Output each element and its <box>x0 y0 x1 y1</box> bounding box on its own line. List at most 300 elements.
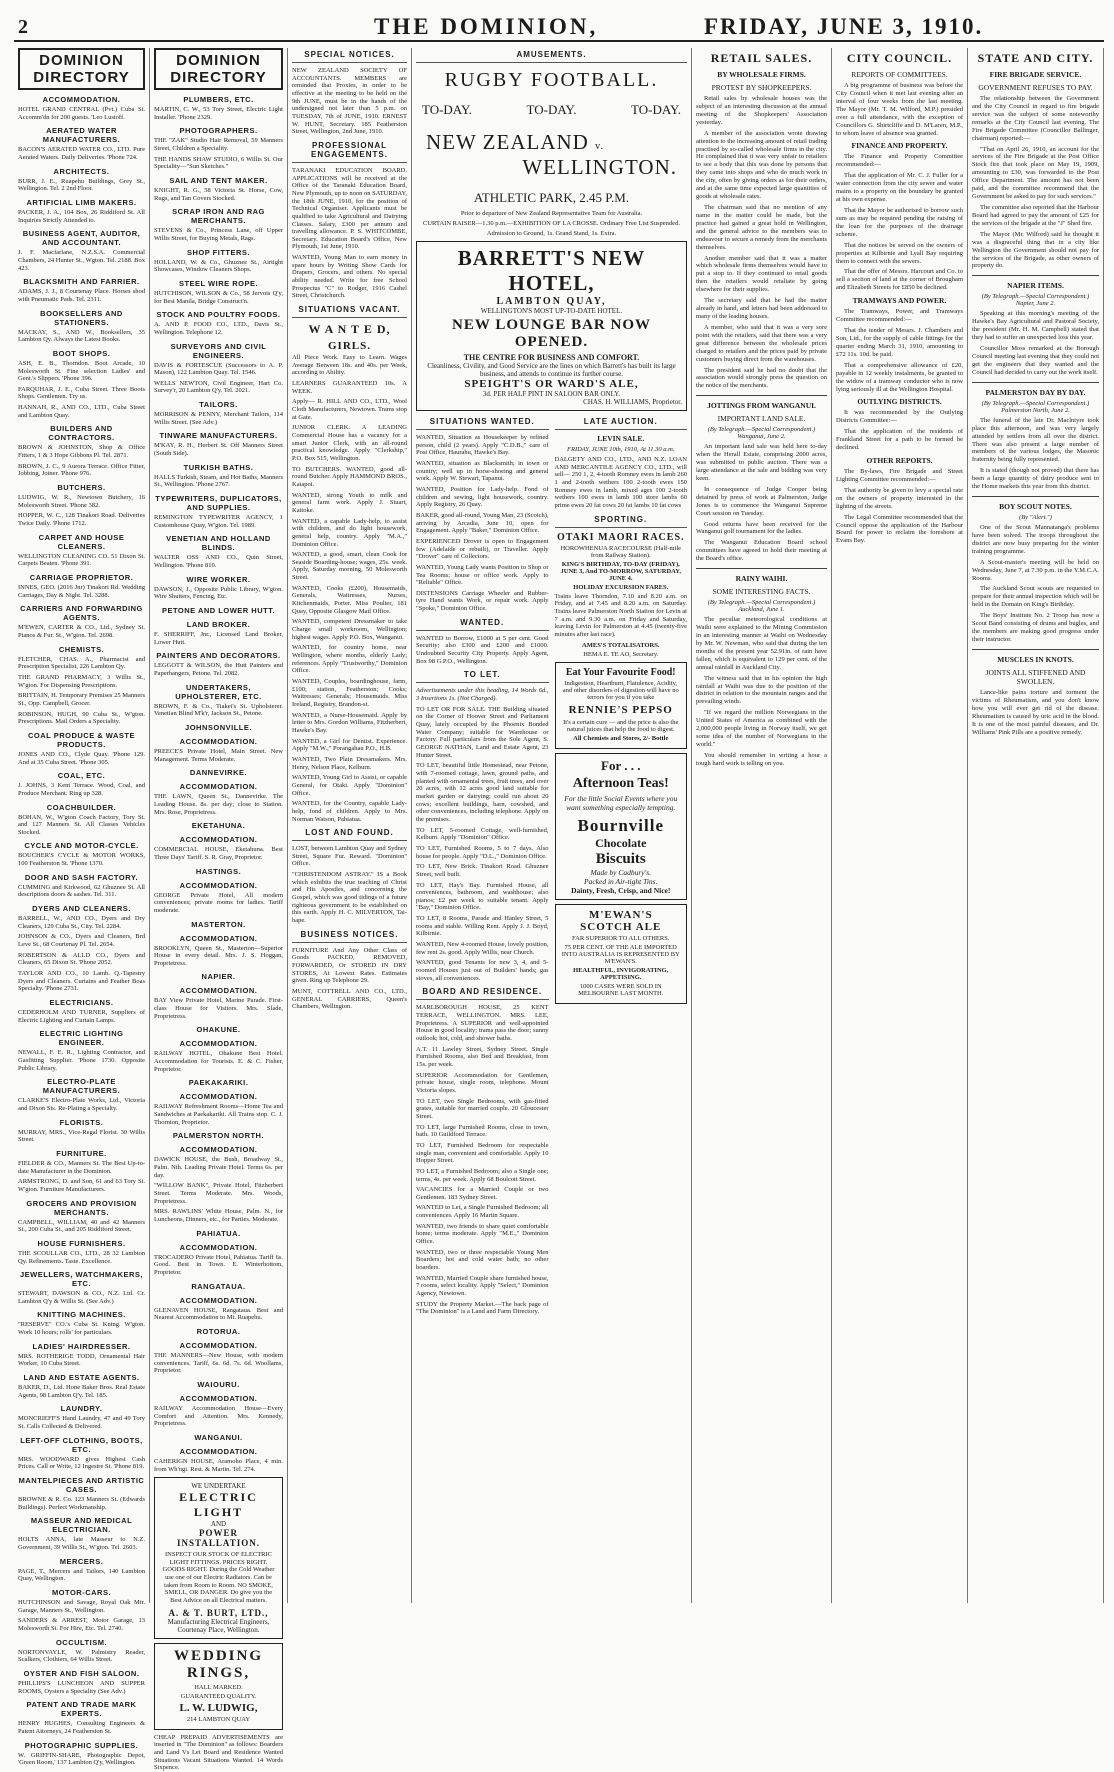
directory-category: HOUSE FURNISHERS. <box>37 1238 126 1248</box>
wanganui-sub: IMPORTANT LAND SALE. <box>717 414 806 424</box>
directory-category: FURNITURE. <box>56 1148 107 1158</box>
article-paragraph: That the application of the residents of Frankland Street for a path to be formed be declined. <box>836 428 963 452</box>
directory-category: BOOT SHOPS. <box>52 348 111 358</box>
rennies-pepso-advert <box>555 662 688 749</box>
amusements-left-subcolumn <box>416 415 549 1319</box>
directory-category: RANGATAUA. <box>191 1281 246 1291</box>
directory-entry: MRS. ROTHERIGE TODD, Ornamental Hair Worker, 10 Cuba Street. <box>18 1352 145 1368</box>
directory-entry: MARTIN, C. W., 53 Tory Street, Electric Light Installer. 'Phone 2329. <box>154 106 283 121</box>
directory-category: WIRE WORKER. <box>186 574 251 584</box>
lower-amusements <box>416 415 687 1319</box>
directory-entry: BARRELL, W., AND CO., Dyers and Dry Cleaners, 129 Cuba St., City. Tel. 2284. <box>18 915 145 930</box>
directory-category: ACCOMMODATION. <box>179 1145 258 1155</box>
board-item: WANTED, two friends to share quiet comfortable home; terms moderate. Apply "M.E.," Dominion Office. <box>416 1222 549 1246</box>
wedding-title: WEDDING RINGS, <box>173 1647 263 1681</box>
barretts-hotel-advert <box>416 241 687 411</box>
hotel-location: LAMBTON QUAY, <box>496 296 607 307</box>
lost-found-item: "CHRISTENDOM ASTRAY." IS a Book which exhibits the true teaching of Christ and His Apostles, and concerning the Gospel, which was good tidings of a future righteous government to be established on this earth. Apply H. C. MILVERTON, Tai-hape. <box>292 871 407 925</box>
situation-vacant-item: WANTED, for the Country, capable Lady-help, fond of children. Apply to Mrs. Norman Watson, Pahiatua. <box>292 800 407 823</box>
directory-entry: BAKER, D., Ltd. Hone Baker Bros. Real Estate Agents, 98 Lambton Q'y. Tel. 185. <box>18 1384 145 1399</box>
state-sub2: GOVERNMENT REFUSES TO PAY. <box>978 83 1093 92</box>
directory-entry: ADAMS, J. J., 8 Courtenay Place. Horses shod with Pneumatic Pads. Tel. 2311. <box>18 288 145 303</box>
finance-heading: FINANCE AND PROPERTY. <box>851 141 948 151</box>
directory-category: UNDERTAKERS, UPHOLSTERER, ETC. <box>175 682 262 701</box>
amusements-column <box>412 48 692 1603</box>
tea-brand: Bournville <box>577 815 664 835</box>
article-paragraph: The chairman said that no mention of any name in the matter could be made, but the practice had gained a great hold in Wellington, and the general advice to the members was to endeavour to secure a remedy from the merchants themselves. <box>696 203 827 251</box>
situation-vacant-item: LEARNERS GUARANTEED 10s. A WEEK. <box>292 380 407 395</box>
directory-category: OCCULTISM. <box>55 1637 108 1647</box>
situation-wanted-item: DISTENSIONS Carriage Wheeler and Rubber-tyre Hand wants Work, or repair work. Apply "Spoke," Dominion Office. <box>416 589 549 613</box>
today-label: TO-DAY. <box>631 102 681 117</box>
article-paragraph: Councillor Moss remarked at the Borough Council meeting last evening that they could not get the engineers that they wanted and the Council had decided to carry out the work itself. <box>972 345 1099 376</box>
directory-category: CHEMISTS. <box>58 644 105 654</box>
directory-entry: MRS. RAWLINS' White House, Palm. N., for Luncheons, Dinners, etc., for Parties. Moderate. <box>154 1208 283 1223</box>
professional-list <box>292 167 407 300</box>
directory-category: PETONE AND LOWER HUTT. <box>161 606 276 615</box>
professional-heading: PROFESSIONAL ENGAGEMENTS. <box>292 139 407 163</box>
directory-category: PLUMBERS, ETC. <box>183 95 254 104</box>
directory-entry: M'KAY, R. H., Herbert St. Off Manners Street (South Side). <box>154 442 283 458</box>
board-item: TO LET, two Single Bedrooms, with gas-fitted grates, suitable for married couple. 20 Gloucester Street. <box>416 1097 549 1120</box>
directory-entry: HALLS Turkish, Steam, and Hot Baths, Manners St., Wellington. 'Phone 2767. <box>154 473 283 489</box>
situation-wanted-item: WANTED, Situation as Housekeeper by refined person, child (2 years). Apply "C.D.B.," care of Post Office, Haurahu, Hawke's Bay. <box>416 434 549 457</box>
directory-entry: "WILLOW BANK", Private Hotel, Fitzherbert Street. Terms Moderate. Mrs. Woods, Proprietress. <box>154 1182 283 1205</box>
directory-entry: DAVIS & FORTESCUE (Successors to A. P. Mason), 122 Lambton Quay. Tel. 1546. <box>154 361 283 377</box>
retail-heading: RETAIL SALES. <box>710 51 813 65</box>
divider <box>972 496 1099 497</box>
masthead <box>14 12 1104 42</box>
directory-entry: BOUCHER'S CYCLE & MOTOR WORKS, 100 Featherston St. 'Phone 1370. <box>18 852 145 868</box>
directory-entry: NEWALL, F. E. R., Lighting Contractor, and Gasfitting Supplier. 'Phone 1730. Opposite Public Library. <box>18 1049 145 1072</box>
directory-category: CARRIERS AND FORWARDING AGENTS. <box>20 604 143 623</box>
directory-category: DANNEVIRKE. <box>189 768 248 778</box>
article-paragraph: Another member said that it was a matter which wholesale firms themselves would have to put a stop to. If they continued to retail goods then the retailers would retaliate by going elsewhere for their supplies. <box>696 254 827 294</box>
tea-line1: For . . . <box>601 757 641 773</box>
wanganui-article-body <box>696 443 827 563</box>
directory-entry: THE MANNERS—New House, with modern conveniences. Tariff, 6s. 6d. 7s. 6d. Woollams, Proprietor. <box>154 1351 283 1375</box>
directory-entry: WALTER OSS AND CO., Quin Street, Wellington. 'Phone 810. <box>154 554 283 570</box>
directory-entry: LEGGOTT & WILSON, the Hutt Painters and Paperhangers, Petone. Tel. 2082. <box>154 662 283 677</box>
tramways-body <box>836 308 963 393</box>
article-paragraph: Good returns have been received for the Wanganui golf tournament for the ladies. <box>696 520 827 536</box>
waihi-dateline: (By Telegraph.—Special Correspondent.) Auckland, June 1. <box>707 599 816 614</box>
divider <box>972 275 1099 276</box>
directory-category: MERCERS. <box>59 1556 104 1566</box>
directory-entry: FARQUHAR, J. E., Cuba Street. Three Boots Shops. Gentlemen. Try us. <box>18 385 145 401</box>
directory-entry: TROCADERO Private Hotel, Pahiatua. Tariff 6s. Good. Best in Town. E. Winterbottom, Proprietor. <box>154 1253 283 1276</box>
directory-category: ELECTRIC LIGHTING ENGINEER. <box>39 1029 124 1048</box>
article-paragraph: "That on April 26, 1910, an account for the services of the Fire Brigade at the Post Office Stock fire that took place on May 19, 1909, amounting to £30, was forwarded to the Post Office Department. The amount has not been paid, and the committee recommend that the Government be asked to pay for such services." <box>972 145 1099 201</box>
otaki-sub: HOROWHENUA RACECOURSE (Half-mile from Railway Station). <box>560 544 682 559</box>
business-notice-item: MUNT, COTTRELL AND CO., LTD., GENERAL CARRIERS, Queen's Chambers, Wellington. <box>292 988 407 1011</box>
finance-body <box>836 153 963 292</box>
team-nz-text: NEW ZEALAND <box>426 130 589 154</box>
directory-entry: THE LAWN, Queen St., Dannevirke. The Leading House. 8s. per day; close to Station. Mrs. Rose, Proprietress. <box>154 793 283 816</box>
rugby-note-1: Prior to departure of New Zealand Representative Team for Australia. <box>460 210 643 217</box>
hotel-owner: CHAS. H. WILLIAMS, Proprietor. <box>583 398 682 406</box>
directory-category: WANGANUI. <box>194 1432 243 1442</box>
directory-category: LAUNDRY. <box>60 1404 103 1414</box>
article-paragraph: A member, who said that it was a very sore point with the retailers, said that there was a very great difference between the wholesale prices charged to retailers and the prices paid by private customers buying direct from the warehouses. <box>696 323 827 363</box>
directory-entry: BROWN & JOHNSTON, Shop & Office Fitters, 1 & 3 Hope Gibbons Pl. Tel. 2871. <box>18 444 145 460</box>
other-reports-body <box>836 468 963 545</box>
directory-category: DYERS AND CLEANERS. <box>32 904 131 914</box>
special-notices-heading: SPECIAL NOTICES. <box>292 48 407 63</box>
directory-category: ACCOMMODATION. <box>179 835 258 845</box>
lost-found-list <box>292 845 407 925</box>
directory-category: NAPIER. <box>201 972 236 982</box>
hotel-ale-price: 3d. PER HALF PINT IN SALOON BAR ONLY. <box>482 390 621 398</box>
directory-entry: THE SCOULLAR CO., LTD., 28 32 Lambton Qy. Refinements. Taste. Excellence. <box>18 1249 145 1265</box>
wedding-sub2: GUARANTEED QUALITY. <box>180 1692 257 1700</box>
directory-category: SURVEYORS AND CIVIL ENGINEERS. <box>170 341 267 360</box>
directory-category: CARPET AND HOUSE CLEANERS. <box>38 532 125 551</box>
directory-entry: NORTONVAYLE, W. Palmistry Reader, Scalkers, Clothiers, 64 Willis Street. <box>18 1648 145 1664</box>
today-label: TO-DAY. <box>526 102 577 117</box>
directory-entry: DAWSON, J., Opposite Public Library, W'gton. Wire Shutters, Fencing, Etc. <box>154 585 283 601</box>
scout-body <box>972 524 1099 644</box>
to-let-item: TO LET, Furnished Rooms, 5 to 7 days. Also house for people. Apply "D.L.," Dominion Office. <box>416 844 549 860</box>
situation-vacant-item: WANTED, for country home, near Wellington, where months, elderly Lady; references. Apply "Trustworthy," Dominion Office. <box>292 644 407 675</box>
directory-category: LEFT-OFF CLOTHING, BOOTS, ETC. <box>20 1435 143 1454</box>
directory-column-1 <box>14 48 150 1767</box>
directory-entry: PAGE, T., Mercers and Tailors, 140 Lambton Quay, Wellington. <box>18 1567 145 1583</box>
outlying-body <box>836 409 963 452</box>
divider <box>972 649 1099 650</box>
article-paragraph: The Legal Committee recommended that the Council oppose the application of the Harbour Board for power to reclaim the foreshore at Evans Bay. <box>836 513 963 545</box>
directory-entry: GEORGE Private Hotel, All modern conveniences; private rooms for ladies. Tariff moderate. <box>154 891 283 914</box>
special-notices-list <box>292 67 407 136</box>
directory-category: TYPEWRITERS, DUPLICATORS, AND SUPPLIES. <box>155 494 282 513</box>
directory-entry: ROBINSON, HUGH, 90 Cuba St., W'gton. Prescriptions. Mail Orders a Speciality. <box>18 710 145 726</box>
other-reports-heading: OTHER REPORTS. <box>866 456 933 466</box>
pepso-line3: It's a certain cure — and the price is also the natural juices that help the food to digest. <box>563 718 679 733</box>
article-paragraph: The Mayor (Mr. Wilford) said he thought it was a disgraceful thing that in a city like Wellington the Government should not pay for the services of the Brigade, as other owners of property do. <box>972 230 1099 270</box>
situation-vacant-item: All Piece Work. Easy to Learn. Wages Average Between 18s. and 40s. per Week, according to Ability. <box>292 354 407 377</box>
to-let-item: TO LET, Hay's Bay. Furnished House, all conveniences, bathroom, and washhouse; also pianos; £2 per week to suitable tenant. Apply "Bay," Dominion Office. <box>416 881 549 912</box>
otaki-races: OTAKI MAORI RACES. <box>556 531 685 543</box>
directory-entry: MURRAY, MRS., Vice-Regal Florist. 30 Willis Street. <box>18 1128 145 1144</box>
muscles-heading: MUSCLES IN KNOTS. <box>997 654 1074 664</box>
directory-entry: BOHAN, W., W'gton Coach Factory, Tory St. and 127 Manners St. All Classes Vehicles Stocked. <box>18 813 145 836</box>
to-let-item: TO LET, 8 Rooms, Parade and Hanley Street, 5 rooms and stable. Willing Rent. Apply J. J. Boyd, Kilbirnie. <box>416 915 549 938</box>
directory-entry: ROBERTSON & ALLD CO., Dyers and Cleaners, 65 Dixon St. 'Phone 2052. <box>18 951 145 967</box>
board-item: WANTED, two or three respectable Young Men Boarders; hot and cold water bath; no other boarders. <box>416 1248 549 1272</box>
board-item: WANTED to Let, a Single Furnished Bedroom; all conveniences. Apply 16 Martin Square. <box>416 1204 549 1220</box>
rugby-note-3: Admission to Ground, 1s. Grand Stand, 1s. Extra. <box>486 230 617 237</box>
article-paragraph: The Auckland Scout scouts are requested to prepare for their annual inspection which will be held in the Domain on King's Birthday. <box>972 585 1099 609</box>
directory-entry: "RESERVE" CO.'s Cuba St. Kntng. W'gton. Work 10 hours; rolls' for particulars. <box>18 1321 145 1337</box>
directory-category: LAND AND ESTATE AGENTS. <box>23 1373 140 1383</box>
ale-line5: HEALTHFUL, INVIGORATING, APPETISING. <box>573 966 669 981</box>
retail-article-body <box>696 95 827 390</box>
directory-entry: SANDERS & ARREST, Motor Garage, 13 Molesworth St. For Hire, Etc. Tel. 2740. <box>18 1617 145 1632</box>
directory-category: LAND BROKER. <box>186 620 251 629</box>
directory-category: ACCOMMODATION. <box>179 782 258 792</box>
situation-vacant-item: WANTED, Two Plain Dressmakers. Mrs. Henry, Nelson Place, Kelburn. <box>292 755 407 771</box>
article-paragraph: The relationship between the Government and the City Council in regard to fire brigade service was the subject of some noteworthy remarks at the City Council last evening. The Fire Brigade Committee (Councillor Ballinger, chairman) reported:— <box>972 95 1099 142</box>
auction-body: DALGETY AND CO., LTD., AND N.Z. LOAN AND MERCANTILE AGENCY CO., LTD., will sell— 250 1, 2, 4-tooth Romney ewes in lamb 260 1 and 2-tooth wethers 100 2-tooth ewes 150 Romney ewes in lamb, mixed ages 100 2-tooth wethers 100 ewes in lamb 100 store lambs 60 prime ewes 20 fat cows 20 fat lambs 10 fat cows <box>554 456 687 509</box>
directory-entry: REMINGTON TYPEWRITER AGENCY, 1 Customhouse Quay, W'gton. Tel. 1989. <box>154 514 283 529</box>
business-notices-heading: BUSINESS NOTICES. <box>292 928 407 943</box>
directory-entry: PACKER, J. A., 104 Box, 26 Riddiford St. All Inquiries Strictly Attended to. <box>18 208 145 224</box>
directory-entry: LUDWIG, W. R., Newtown Butchery, 16 Molesworth Street. 'Phone 382. <box>18 494 145 509</box>
tea-biscuits: Biscuits <box>595 850 646 867</box>
tea-packing: Packed in Air-tight Tins. <box>584 876 658 886</box>
article-paragraph: The committee also reported that the Harbour Board had agreed to pay the amount of £25 for the services of the brigade at the "J" Shed fire. <box>972 203 1099 227</box>
directory-entry: CEDERHOLM AND TURNER, Suppliers of Electric Lighting and Curtain Lamps. <box>18 1009 145 1024</box>
directory-category: MANTELPIECES AND ARTISTIC CASES. <box>18 1476 145 1495</box>
directory-entry: CUMMING and Kirkwood, 62 Ghuznee St. All descriptions doors & sashes. Tel. 311. <box>18 883 145 899</box>
directory-category: SCRAP IRON AND RAG MERCHANTS. <box>172 207 265 226</box>
directory-entry: JOHNSON & CO., Dyers and Cleaners, Brd Leve St., 68 Courtenay Pl. Tel. 2654. <box>18 933 145 949</box>
professional-item: WANTED, Young Man to earn money in spare hours by Writing Show Cards for Drapers, Grocers, and others. No special ability needed. Write for free School Prospectus "C" to Rodger, 1916 Cashel Street, Christchurch. <box>292 254 407 300</box>
directory-category: GROCERS AND PROVISION MERCHANTS. <box>26 1198 137 1217</box>
races-secretary: HEMA E. TE AO, Secretary. <box>583 650 659 658</box>
situation-vacant-item: WANTED, Cooks (£200), Housemaids, Generals, Waitresses, Nurses, Kitchenmaids, Porter. Miss Poulter, 181 Quay, Opposite Glasgow Mail Office. <box>292 584 407 615</box>
ale-brand: M'EWAN'S <box>588 908 653 921</box>
directory-list <box>18 95 145 1767</box>
directory-entry: MRS. WOODWARD gives Highest Cash Prices. Call or Write, 12 Ingestre St. 'Phone 819. <box>18 1455 145 1471</box>
bournville-biscuits-advert <box>555 753 688 900</box>
team-wellington: WELLINGTON. <box>522 155 677 179</box>
directory-category: PAHIATUA. <box>196 1228 241 1238</box>
to-let-item: TO LET, 5-roomed Cottage, well-furnished, Kelburn. Apply "Dominion" Office. <box>416 826 549 842</box>
board-item: STUDY the Property Market.—The back page of "The Dominion" is a Land and Farm Directory. <box>416 1300 549 1316</box>
sporting-heading: SPORTING. <box>555 513 688 528</box>
directory-entry: CAMPBELL, WILLIAM, 40 and 42 Manners St., 200 Cuba St., and 205 Riddiford Street. <box>18 1218 145 1234</box>
article-paragraph: That the offer of Messrs. Harcourt and Co. to sell a section of land at the corner of Brougham and Elizabeth Streets for £850 be declined. <box>836 268 963 292</box>
situation-vacant-item: WANTED, a Nurse-Housemaid. Apply by letter to Mrs. Gordon Williams, Fitzherbert, Hawke's Bay. <box>292 711 407 734</box>
issue-date: FRIDAY, JUNE 3, 1910. <box>704 14 984 39</box>
directory-category: COAL, ETC. <box>57 771 106 781</box>
board-residence-list <box>416 1004 549 1316</box>
directory-entry: CAHERIGN HOUSE, Aramoho Place, 4 min. from Wh'ngi. Rest. & Martin. Tel. 274. <box>154 1457 283 1473</box>
directory-entry: MONCRIEFF'S Hand Laundry, 47 and 49 Tory St. Calls Collected & Delivered. <box>18 1415 145 1431</box>
article-paragraph: Lance-like pains torture and torment the victims of Rheumatism, and you don't know how you will ever get rid of the disease. Rheumatism is caused by uric acid in the blood. It is one of the most painful diseases, and Dr. Williams' Pink Pills are a positive remedy. <box>972 688 1099 736</box>
palmerston-dateline: (By Telegraph.—Special Correspondent.) Palmerston North, June 2. <box>981 399 1090 414</box>
today-row <box>422 102 681 118</box>
newspaper-title: THE DOMINION, <box>374 14 599 39</box>
article-paragraph: It was recommended by the Outlying Districts Committee:— <box>836 409 963 425</box>
waihi-sub: SOME INTERESTING FACTS. <box>712 587 811 597</box>
pepso-line1: Eat Your Favourite Food! <box>565 666 676 678</box>
lost-found-item: LOST, between Lambton Quay and Sydney Street, Square Fur. Reward. "Dominion" Office. <box>292 845 407 868</box>
board-item: SUPERIOR Accommodation for Gentlemen, private house, single room, telephone. Mount Victoria slopes. <box>416 1071 549 1094</box>
scout-heading: BOY SCOUT NOTES. <box>999 502 1072 512</box>
article-paragraph: Speaking at this morning's meeting of the Hawke's Bay Agricultural and Pastoral Society, the president (Mr. H. M. Campbell) stated that they had to suffer an unexpected loss this year. <box>972 310 1099 342</box>
to-let-heading: TO LET. <box>416 668 549 683</box>
directory-column-2 <box>150 48 288 1772</box>
notices-column <box>288 48 412 1603</box>
amusements-right-subcolumn <box>555 415 688 1319</box>
to-let-item: WANTED, New 4-roomed House, lovely position, few rent 2s. good. Apply Willis, near Church. <box>416 941 549 956</box>
article-paragraph: You should remember in writing a hour a tough hard work is telling on you. <box>696 751 827 767</box>
pepso-line4: All Chemists and Stores, 2/- Bottle <box>573 734 669 742</box>
directory-entry: F. SHERRIFF, Jnr., Licensed Land Broker, Lower Hutt. <box>154 631 283 646</box>
directory-category: KNITTING MACHINES. <box>37 1310 126 1320</box>
wanted-list <box>416 635 549 666</box>
directory-entry: BAY View Private Hotel, Marine Parade. First-class House for Visitors. Mrs. Slade, Proprietress. <box>154 997 283 1020</box>
muscles-sub: JOINTS ALL STIFFENED AND SWOLLEN. <box>985 667 1086 686</box>
ale-name: SCOTCH ALE <box>580 920 662 933</box>
tea-line3: For the little Social Events where you want something especially tempting. <box>564 793 678 812</box>
tea-line2: Afternoon Teas! <box>572 775 669 791</box>
hotel-name: BARRETT'S NEW HOTEL, <box>457 246 646 295</box>
palmerston-body <box>972 417 1099 491</box>
directory-category: PAINTERS AND DECORATORS. <box>156 651 281 661</box>
directory-category: PHOTOGRAPHIC SUPPLIES. <box>24 1740 139 1750</box>
directory-entry: JONES AND CO., Clyde Quay. 'Phone 129. And at 35 Cuba Street. 'Phone 305. <box>18 750 145 766</box>
directory-entry: HUTCHINSON and Savage, Royal Oak Mtr. Garage, Manners St., Wellington. <box>18 1598 145 1614</box>
divider <box>972 382 1099 383</box>
directory-entry: BURR, J. E., Ruapehu Buildings, Grey St., Wellington. Tel. 2 2nd Floor. <box>18 177 145 193</box>
directory-entry: TAYLOR AND CO., 10 Lamb. Q.-Tapestry Dyers and Cleaners. Curtains and Feather Boas Specialty. 'Phone 2731. <box>18 970 145 993</box>
directory-category: STOCK AND POULTRY FOODS. <box>156 310 281 320</box>
directory-category: AERATED WATER MANUFACTURERS. <box>42 126 121 145</box>
directory-entry: HENRY HUGHES, Consulting Engineers & Patent Attorneys, 24 Featherston St. <box>18 1720 145 1735</box>
council-heading: CITY COUNCIL. <box>846 51 953 65</box>
to-let-list <box>416 706 549 983</box>
directory-category: BUTCHERS. <box>57 483 106 493</box>
directory-category: ACCOMMODATION. <box>179 736 258 746</box>
article-paragraph: The By-laws, Fire Brigade and Street Lighting Committee recommended:— <box>836 468 963 483</box>
directory-entry: DAWICK HOUSE, the Bush, Broadway St., Palm. Nth. Leading Private Hotel. Terms 6s. per day. <box>154 1156 283 1179</box>
napier-body <box>972 310 1099 376</box>
directory-entry: COMMERCIAL HOUSE, Eketahuna. Best Three Days' Tariff. S. R. Gray, Proprietor. <box>154 846 283 861</box>
wanted-item: WANTED to Borrow, £1000 at 5 per cent. Good Security; also £300 and £200 and £1000. Undoubted Security City Property. Apply Agent, Box 98 G.P.O., Wellington. <box>416 634 549 665</box>
directory-category: TINWARE MANUFACTURERS. <box>159 431 278 441</box>
retail-sales-column <box>692 48 832 1603</box>
directory-entry: MORRISON & PENNY, Merchant Tailors, 114 Willis Street. (See Adv.) <box>154 411 283 426</box>
directory-entry: WELLINGTON CLEANING CO. 51 Dixon St. Carpets Beaten. 'Phone 391. <box>18 552 145 568</box>
directory-category: ACCOMMODATION. <box>179 933 258 943</box>
mewans-ale-advert <box>555 904 688 1004</box>
directory-category: SAIL AND TENT MAKER. <box>169 175 268 185</box>
directory-entry: BROOKLYN, Queen St., Masterton—Superior House in every detail. Mrs. J. S. Hoggan, Proprietress. <box>154 944 283 967</box>
page-number: 2 <box>18 16 28 38</box>
kings-birthday: KING'S BIRTHDAY, TO-DAY (FRIDAY), JUNE 3, And TO-MORROW, SATURDAY, JUNE 4. <box>560 560 681 582</box>
hotel-ale: SPEIGHT'S OR WARD'S ALE, <box>464 378 639 390</box>
directory-category: ACCOMMODATION. <box>179 1393 258 1403</box>
board-item: TO LET, large Furnished Rooms, close to town, bath. 10 Guildford Terrace. <box>416 1123 549 1139</box>
waihi-heading: RAINY WAIHI. <box>735 574 788 584</box>
directory-category: VENETIAN AND HOLLAND BLINDS. <box>166 534 271 553</box>
state-article-body <box>972 95 1099 270</box>
wanganui-dateline: (By Telegraph.—Special Correspondent.) Wanganui, June 2. <box>707 426 816 441</box>
electric-line2: AND <box>210 1520 227 1529</box>
palmerston-heading: PALMERSTON DAY BY DAY. <box>985 387 1086 397</box>
article-paragraph: The funeral of the late Dr. Maclntyre took place this afternoon, and was very largely attended by settlers from all over the district. There was also present a large number of members of the various lodges, the Masonic fraternity being fully represented. <box>972 416 1099 464</box>
hotel-lounge: NEW LOUNGE BAR NOW OPENED. <box>452 317 651 350</box>
professional-item: TARANAKI EDUCATION BOARD. APPLICATIONS will be received at the Office of the Taranaki Education Board, New Plymouth, up to noon on SATURDAY, the 18th JUNE, 1910, for the position of Technical Organiser. Applicants must be qualified to take Agricultural and Dairying Classes. Salary, £300 per annum and travelling allowance. P. S. WHITCOMBE, Secretary. Education Board's Office, New Plymouth, 1st June, 1910. <box>292 166 407 251</box>
prepaid-advert: CHEAP PREPAID ADVERTISEMENTS are inserted in "The Dominion" as follows: Boarders and Land Vs Let Board and Residence Wanted Situations Vacant Situations Wanted. 14 Words Sixpence. <box>154 1733 283 1772</box>
directory-entry: HOLLAND, W. & Co., Ghuznee St., Airtight Showcases, Window Cleaners Shops. <box>154 258 283 274</box>
article-paragraph: Retail sales by wholesale houses was the subject of an interesting discussion at the annual meeting of the Shopkeepers' Association yesterday. <box>696 95 827 126</box>
article-paragraph: An important land sale was held here to-day when the Herall Estate, comprising 2000 acres, was submitted to public auction. There was a large attendance at the sale and bidding was very keen. <box>696 443 827 482</box>
wedding-firm: L. W. LUDWIG, <box>179 1701 258 1714</box>
excursion-fares: HOLIDAY EXCURSION FARES. <box>573 583 669 591</box>
situation-vacant-item: WANTED, a Girl for Dentist. Experience. Apply "M.W.," Porangahau P.O., H.B. <box>292 737 407 753</box>
directory-category: STEEL WIRE ROPE. <box>178 278 259 288</box>
directory-entry: M'EWEN, CARTER & CO., Ltd., Sydney St. Pianos & Fur. St., W'gton. Tel. 2698. <box>18 624 145 639</box>
article-paragraph: The peculiar meteorological conditions at Waihi were explained to the Mining Commission in an interesting manner at Waihi on Wednesday by Mr. W. Newman, who said that during the ten months of the present year 52.91in. of rain have fallen, which is equivalent to 129 per cent. of the annual rainfall in Auckland City. <box>696 616 827 671</box>
directory-entry: STEWART, DAWSON & CO., N.Z. Ltd. Cr. Lambton Q'y & Willis St. (See Adv.) <box>18 1290 145 1305</box>
directory-entry: KNIGHT, R. G., 58 Victoria St. Horse, Cow, Rugs, and Tan Covers Stocked. <box>154 186 283 202</box>
situation-wanted-item: WANTED, Young Lady wants Position to Shop or Tea Rooms; house or office work. Apply to "Reliable" Office. <box>416 563 549 587</box>
pepso-line2: Indigestion, Heartburn, Flatulence, Acidity, and other disorders of digestion will have no terrors for you if you take <box>562 679 679 701</box>
wanganui-heading: JOTTINGS FROM WANGANUI. <box>707 401 816 411</box>
directory-category: LADIES' HAIRDRESSER. <box>32 1341 131 1351</box>
directory-category: MOTOR-CARS. <box>51 1587 112 1597</box>
situation-wanted-item: BAKER, good all-round, Young Man, 23 (Scotch), arriving by Arcadia, June 10, open for Engagement. Apply "Baker," Dominion Office. <box>416 511 549 535</box>
lost-found-heading: LOST AND FOUND. <box>292 826 407 841</box>
directory-entry: PHILLIPS'S LUNCHEON AND SUPPER ROOMS, Oysters a Speciality (See Adv.) <box>18 1679 145 1695</box>
business-notices-list <box>292 947 407 1011</box>
late-auction-heading: LATE AUCTION. <box>555 415 688 430</box>
electric-intro: WE UNDERTAKE <box>191 1482 246 1491</box>
article-paragraph: That the tender of Messrs. J. Chambers and Son, Ltd., for the supply of cable fittings for the quarter ending March 31, 1910, amounting to £72 11s. 10d. be paid. <box>836 327 963 358</box>
divider <box>696 395 827 396</box>
auction-sale: LEVIN SALE. <box>597 434 645 443</box>
directory-category: OHAKUNE. <box>196 1025 241 1035</box>
directory-category: ARTIFICIAL LIMB MAKERS. <box>26 197 137 207</box>
directory-category: PAEKAKARIKI. <box>188 1078 249 1088</box>
situation-wanted-item: WANTED, Position for Lady-help. Fond of children and sewing, light housework, country. Apply Registry, 26 Quay. <box>416 485 549 509</box>
article-paragraph: It is stated (though not proved) that there has been a large quantity of dairy produce sent to the Home markets this year from this district. <box>972 467 1099 491</box>
ale-line4: 75 PER CENT. OF THE ALE IMPORTED INTO AUSTRALIA IS REPRESENTED BY M'EWAN'S. <box>561 943 680 965</box>
article-paragraph: A member of the association wrote drawing attention to the increasing amount of retail trading practised by so-called wholesale firms in the city. He complained that it was very unfair to retailers to see a body that this was done by persons that they came into shops and who do much work in the city, often by giving orders as for their orders, and at the same time expected large quantities of goods at wholesale rates. <box>696 129 827 201</box>
directory-category: BLACKSMITH AND FARRIER. <box>23 277 140 287</box>
directory-category: ACCOMMODATION. <box>179 986 258 996</box>
directory-category: ACCOMMODATION. <box>42 95 121 104</box>
directory-category: COACHBUILDER. <box>46 802 117 812</box>
directory-category: HASTINGS. <box>195 866 242 876</box>
directory-entry: J. F. Macfarlane, N.Z.S.A. Commercial Chambers, 24 Hunter St., Wgton. Tel. 2188. Box 423. <box>18 249 145 272</box>
directory-entry: J. JOHNS, 3 Kent Terrace. Wood, Coal, and Produce Merchant. Ring up 328. <box>18 782 145 797</box>
team-new-zealand <box>416 130 687 155</box>
city-council-column <box>832 48 968 1603</box>
article-paragraph: That the Mayor be authorised to borrow such sum as may be required pending the raising of the loan for the purposes of the drainage scheme. <box>836 206 963 238</box>
situation-vacant-item: JUNIOR CLERK. A LEADING Commercial House has a vacancy for a smart Junior Clerk, with an all-round practical knowledge. Apply "Clerkship," P.O. Box 515, Wellington. <box>292 424 407 462</box>
directory-entry: BACON'S AERATED WATER CO., LTD. Pure Aerated Waters. Daily Deliveries. 'Phone 724. <box>18 146 145 161</box>
state-city-column <box>968 48 1104 1603</box>
directory-category: PALMERSTON NORTH. <box>172 1131 265 1141</box>
situations-wanted-list <box>416 434 549 613</box>
directory-category: TAILORS. <box>199 400 238 410</box>
directory-category: CARRIAGE PROPRIETOR. <box>29 573 134 582</box>
directory-entry: FLETCHER, CHAS. A., Pharmacist and Prescription Specialist, 226 Lambton Qy. <box>18 655 145 671</box>
situation-vacant-item: WANTED, a good, smart, clean Cook for Seaside Boarding-house; wages, 25s. week. Apply, Saturday morning, 50 Molesworth Street. <box>292 551 407 582</box>
auction-date: FRIDAY, JUNE 10th, 1910, At 11.30 a.m. <box>567 446 675 453</box>
directory-category: CYCLE AND MOTOR-CYCLE. <box>24 841 139 851</box>
article-paragraph: In consequence of Judge Cooper being detained by press of work at Palmerston, Judge Jones is to commence the Wanganui Supreme Court session on Tuesday. <box>696 485 827 517</box>
directory-entry: FIELDER & CO., Manners St. The Best Up-to-date Manufacturer in the Dominion. <box>18 1159 145 1175</box>
directory-entry: MACKAY, S., AND W., Booksellers, 35 Lambton Qy. Always the Latest Books. <box>18 328 145 344</box>
girls-heading: GIRLS. <box>328 340 371 353</box>
directory-entry: BROWN, F. & Co., Tiakei's St. Upholsterer. Venetian Blind M'k'r, Jackson St., Petone. <box>154 702 283 718</box>
directory-category: MASTERTON. <box>191 919 246 929</box>
article-paragraph: A Scout-master's meeting will be held on Wednesday, June 7, at 7.30 p.m. in the Y.M.C.A. Rooms. <box>972 558 1099 582</box>
waihi-article-body <box>696 616 827 768</box>
directory-entry: RAILWAY HOTEL, Ohakune Best Hotel. Accommodation for Tourists. E. & C. Fisher, Proprietor. <box>154 1050 283 1073</box>
board-item: A.T. 11 Lawley Street, Sydney Street. Single Furnished Rooms, also Bed and Breakfast, from 15s. per week. <box>416 1045 549 1068</box>
article-paragraph: The Wanganui Education Board school committees have agreed to hold their meeting at the Board's office. <box>696 539 827 563</box>
article-paragraph: The secretary said that he had the matter already in hand, and letters had been addressed to many of the leading houses. <box>696 297 827 320</box>
directory-entry: HOTEL GRAND CENTRAL (Pvt.) Cuba St. Accomm'dn for 200 guests. 'Leo Lustoff. <box>18 106 145 121</box>
situation-vacant-item: WANTED, competent Dressmaker to take Charge small workroom, Wellington; highest wages. Apply P.O. Box, Wanganui. <box>292 618 407 641</box>
